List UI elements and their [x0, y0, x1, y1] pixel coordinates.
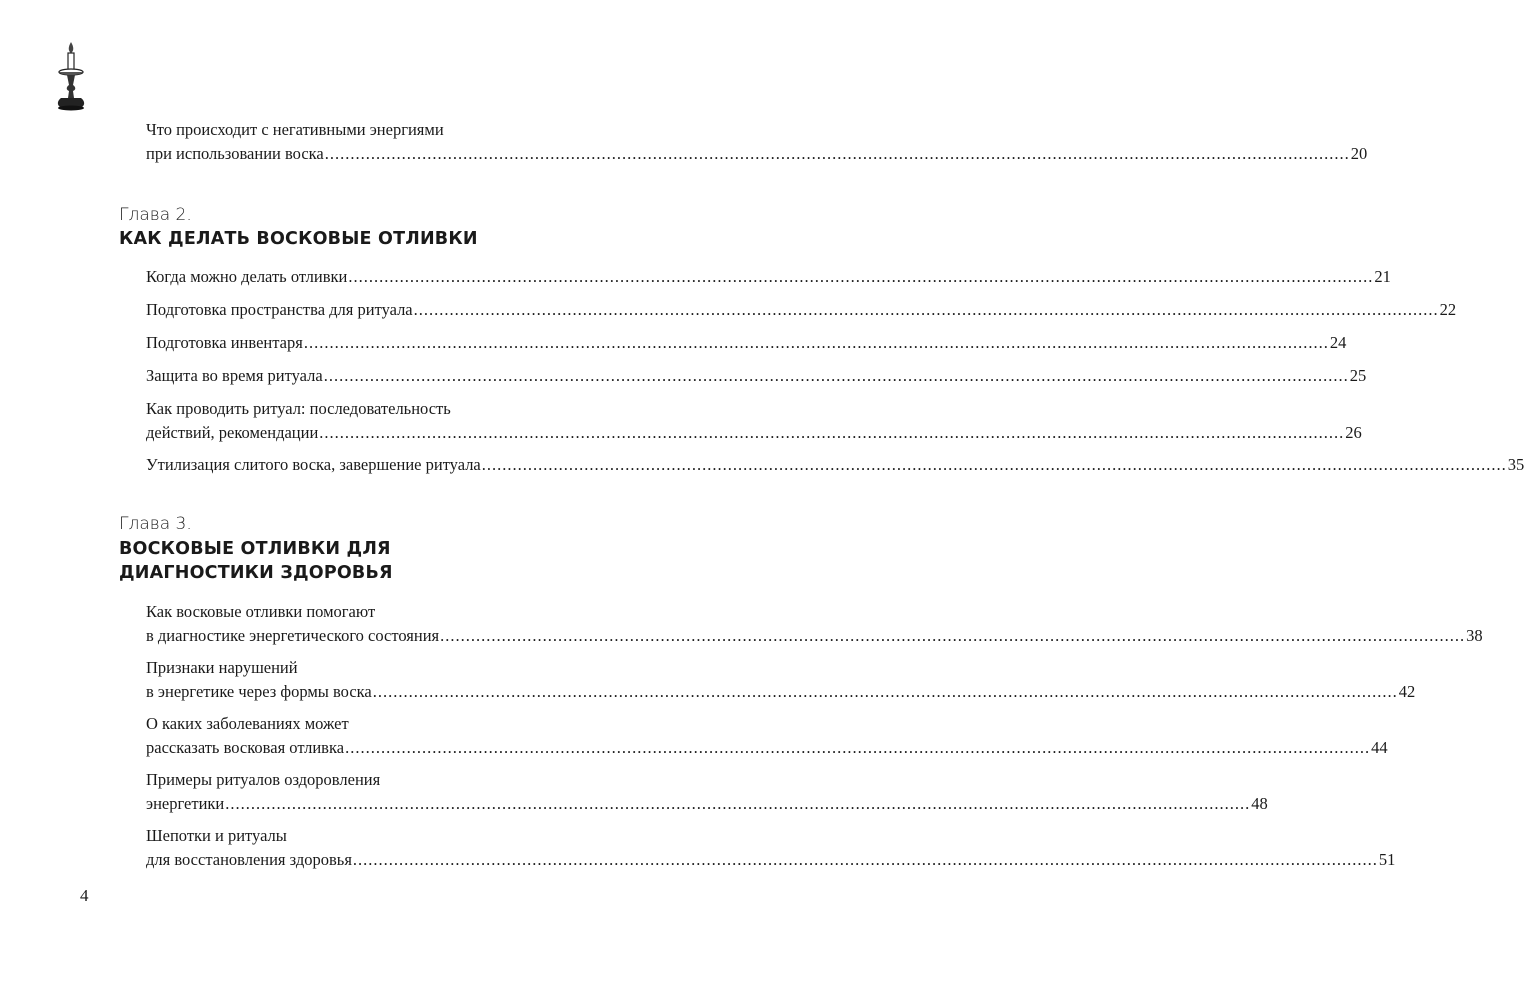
- entry-page-number: 26: [1345, 423, 1362, 442]
- toc-entry[interactable]: [146, 824, 1396, 872]
- entry-text-line: действий, рекомендации: [146, 423, 319, 442]
- entry-page-number: 21: [1374, 267, 1391, 286]
- dot-leader: ........................................................................................................................................................................................................: [324, 144, 1350, 163]
- entry-page-number: 24: [1329, 333, 1347, 352]
- entry-page-number: 44: [1371, 738, 1388, 757]
- entry-text-line: рассказать восковая отливка: [146, 738, 345, 757]
- entry-text-line: Подготовка пространства для ритуала: [146, 300, 413, 319]
- chapter-label: Глава 3.: [119, 514, 192, 534]
- entry-text-line: Как восковые отливки помогают: [146, 602, 376, 621]
- dot-leader: ........................................................................................................................................................................................................: [413, 300, 1439, 319]
- entry-text-line: Примеры ритуалов оздоровления: [146, 770, 381, 789]
- toc-entry[interactable]: [146, 712, 1388, 760]
- toc-entry[interactable]: [146, 453, 1524, 477]
- entry-page-number: 42: [1398, 682, 1416, 701]
- dot-leader: ........................................................................................................................................................................................................: [372, 682, 1398, 701]
- entry-text-line: для восстановления здоровья: [146, 850, 352, 869]
- toc-entry[interactable]: [146, 397, 1362, 445]
- toc-entry[interactable]: [146, 768, 1268, 816]
- candle-icon: [52, 40, 90, 112]
- toc-entry[interactable]: [146, 364, 1367, 388]
- dot-leader: ........................................................................................................................................................................................................: [348, 267, 1374, 286]
- dot-leader: ........................................................................................................................................................................................................: [481, 455, 1507, 474]
- dot-leader: ........................................................................................................................................................................................................: [352, 850, 1378, 869]
- entry-page-number: 35: [1507, 455, 1524, 474]
- chapter-title: ВОСКОВЫЕ ОТЛИВКИ ДЛЯ ДИАГНОСТИКИ ЗДОРОВЬЯ: [119, 539, 393, 583]
- entry-text-line: Как проводить ритуал: последовательность: [146, 399, 451, 418]
- entry-text-line: в диагностике энергетического состояния: [146, 626, 440, 645]
- toc-entry[interactable]: [146, 298, 1457, 322]
- dot-leader: ........................................................................................................................................................................................................: [225, 794, 1251, 813]
- toc-entry[interactable]: [146, 656, 1416, 704]
- entry-text-line: Когда можно делать отливки: [146, 267, 348, 286]
- dot-leader: ........................................................................................................................................................................................................: [303, 333, 1329, 352]
- toc-entry[interactable]: [146, 331, 1347, 355]
- entry-page-number: 20: [1350, 144, 1368, 163]
- dot-leader: ........................................................................................................................................................................................................: [345, 738, 1371, 757]
- entry-text-line: Признаки нарушений: [146, 658, 298, 677]
- entry-page-number: 25: [1349, 366, 1367, 385]
- entry-page-number: 48: [1251, 794, 1268, 813]
- entry-text-line: Подготовка инвентаря: [146, 333, 303, 352]
- entry-text-line: Утилизация слитого воска, завершение ритуала: [146, 455, 481, 474]
- entry-text-line: при использовании воска: [146, 144, 324, 163]
- entry-text-line: Шепотки и ритуалы: [146, 826, 287, 845]
- dot-leader: ........................................................................................................................................................................................................: [323, 366, 1349, 385]
- entry-page-number: 51: [1378, 850, 1396, 869]
- chapter-title: КАК ДЕЛАТЬ ВОСКОВЫЕ ОТЛИВКИ: [119, 229, 478, 249]
- dot-leader: ........................................................................................................................................................................................................: [319, 423, 1345, 442]
- page-number: 4: [80, 886, 89, 905]
- entry-text-line: О каких заболеваниях может: [146, 714, 349, 733]
- entry-page-number: 22: [1439, 300, 1457, 319]
- toc-entry[interactable]: [146, 118, 1368, 166]
- entry-text-line: Защита во время ритуала: [146, 366, 323, 385]
- toc-entry[interactable]: [146, 265, 1391, 289]
- chapter-label: Глава 2.: [119, 205, 192, 225]
- entry-text-line: Что происходит с негативными энергиями: [146, 120, 444, 139]
- entry-text-line: в энергетике через формы воска: [146, 682, 372, 701]
- entry-page-number: 38: [1466, 626, 1483, 645]
- entry-text-line: энергетики: [146, 794, 225, 813]
- dot-leader: ........................................................................................................................................................................................................: [440, 626, 1466, 645]
- toc-entry[interactable]: [146, 600, 1483, 648]
